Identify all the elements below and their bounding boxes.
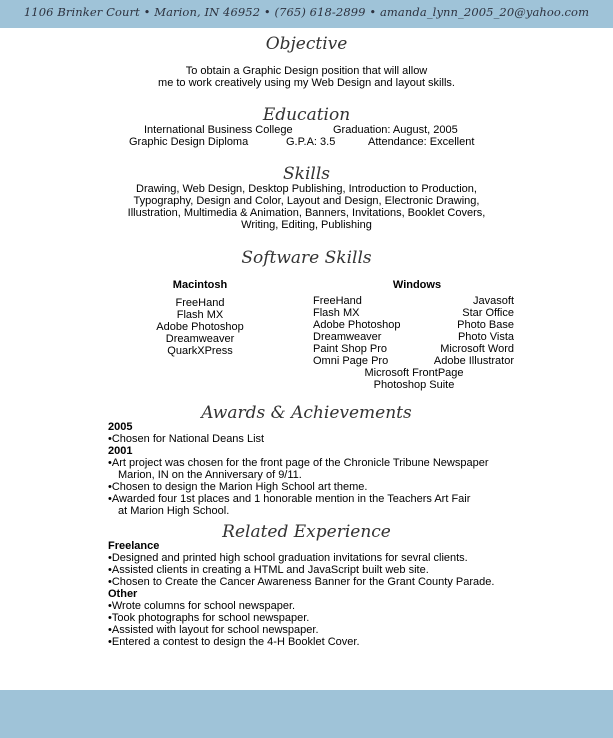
freelance-item: •Chosen to Create the Cancer Awareness Banner for the Grant County Parade. — [108, 576, 495, 588]
win-right-item: Star Office — [462, 307, 514, 319]
win-center-item: Photoshop Suite — [373, 379, 455, 391]
experience-heading: Related Experience — [222, 522, 391, 542]
freelance-item: •Assisted clients in creating a HTML and JavaScript built web site. — [108, 564, 429, 576]
other-item: •Wrote columns for school newspaper. — [108, 600, 296, 612]
other-item: •Assisted with layout for school newspaper. — [108, 624, 319, 636]
awards-item: •Awarded four 1st places and 1 honorable mention in the Teachers Art Fair — [108, 493, 471, 505]
awards-year-2001: 2001 — [108, 445, 133, 457]
education-heading: Education — [262, 105, 351, 125]
contact-line: 1106 Brinker Court • Marion, IN 46952 • (765) 618-2899 • amanda_lynn_2005_20@yahoo.com — [23, 5, 590, 19]
awards-item: •Art project was chosen for the front page of the Chronicle Tribune Newspaper — [108, 457, 489, 469]
other-heading: Other — [108, 588, 138, 600]
mac-item: Adobe Photoshop — [156, 321, 244, 333]
objective-heading: Objective — [265, 34, 348, 54]
software-heading: Software Skills — [241, 248, 372, 268]
education-diploma: Graphic Design Diploma — [129, 136, 249, 148]
win-left-item: FreeHand — [313, 295, 362, 307]
awards-item: •Chosen to design the Marion High School art theme. — [108, 481, 368, 493]
mac-item: FreeHand — [175, 297, 225, 309]
skills-line-2: Typography, Design and Color, Layout and Design, Electronic Drawing, — [133, 195, 480, 207]
awards-item-continued: at Marion High School. — [118, 505, 230, 517]
other-item: •Entered a contest to design the 4-H Booklet Cover. — [108, 636, 360, 648]
skills-line-1: Drawing, Web Design, Desktop Publishing, Introduction to Production, — [136, 183, 477, 195]
skills-line-3: Illustration, Multimedia & Animation, Banners, Invitations, Booklet Covers, — [127, 207, 486, 219]
win-right-item: Microsoft Word — [440, 343, 514, 355]
mac-item: QuarkXPress — [167, 345, 233, 357]
skills-heading: Skills — [283, 164, 330, 184]
win-center-item: Microsoft FrontPage — [364, 367, 464, 379]
objective-line-1: To obtain a Graphic Design position that will allow — [185, 65, 428, 77]
education-attendance: Attendance: Excellent — [368, 136, 475, 148]
footer-band — [0, 690, 613, 738]
education-school: International Business College — [144, 124, 293, 136]
awards-item: •Chosen for National Deans List — [108, 433, 265, 445]
win-right-item: Javasoft — [473, 295, 514, 307]
education-graduation: Graduation: August, 2005 — [333, 124, 458, 136]
win-left-item: Flash MX — [313, 307, 360, 319]
freelance-item: •Designed and printed high school graduation invitations for sevral clients. — [108, 552, 468, 564]
other-item: •Took photographs for school newspaper. — [108, 612, 310, 624]
skills-line-4: Writing, Editing, Publishing — [241, 219, 372, 231]
awards-year-2005: 2005 — [108, 421, 133, 433]
win-left-item: Paint Shop Pro — [313, 343, 387, 355]
win-left-item: Dreamweaver — [313, 331, 382, 343]
win-right-item: Adobe Illustrator — [433, 355, 514, 367]
mac-item: Flash MX — [176, 309, 224, 321]
win-left-item: Omni Page Pro — [313, 355, 389, 367]
education-gpa: G.P.A: 3.5 — [286, 136, 336, 148]
awards-item-continued: Marion, IN on the Anniversary of 9/11. — [118, 469, 302, 481]
freelance-heading: Freelance — [108, 540, 160, 552]
win-left-item: Adobe Photoshop — [313, 319, 401, 331]
awards-heading: Awards & Achievements — [201, 403, 412, 423]
win-right-item: Photo Vista — [457, 331, 514, 343]
mac-heading: Macintosh — [172, 279, 228, 291]
mac-item: Dreamweaver — [165, 333, 235, 345]
win-right-item: Photo Base — [457, 319, 514, 331]
win-heading: Windows — [392, 279, 442, 291]
objective-line-2: me to work creatively using my Web Design and layout skills. — [158, 77, 455, 89]
